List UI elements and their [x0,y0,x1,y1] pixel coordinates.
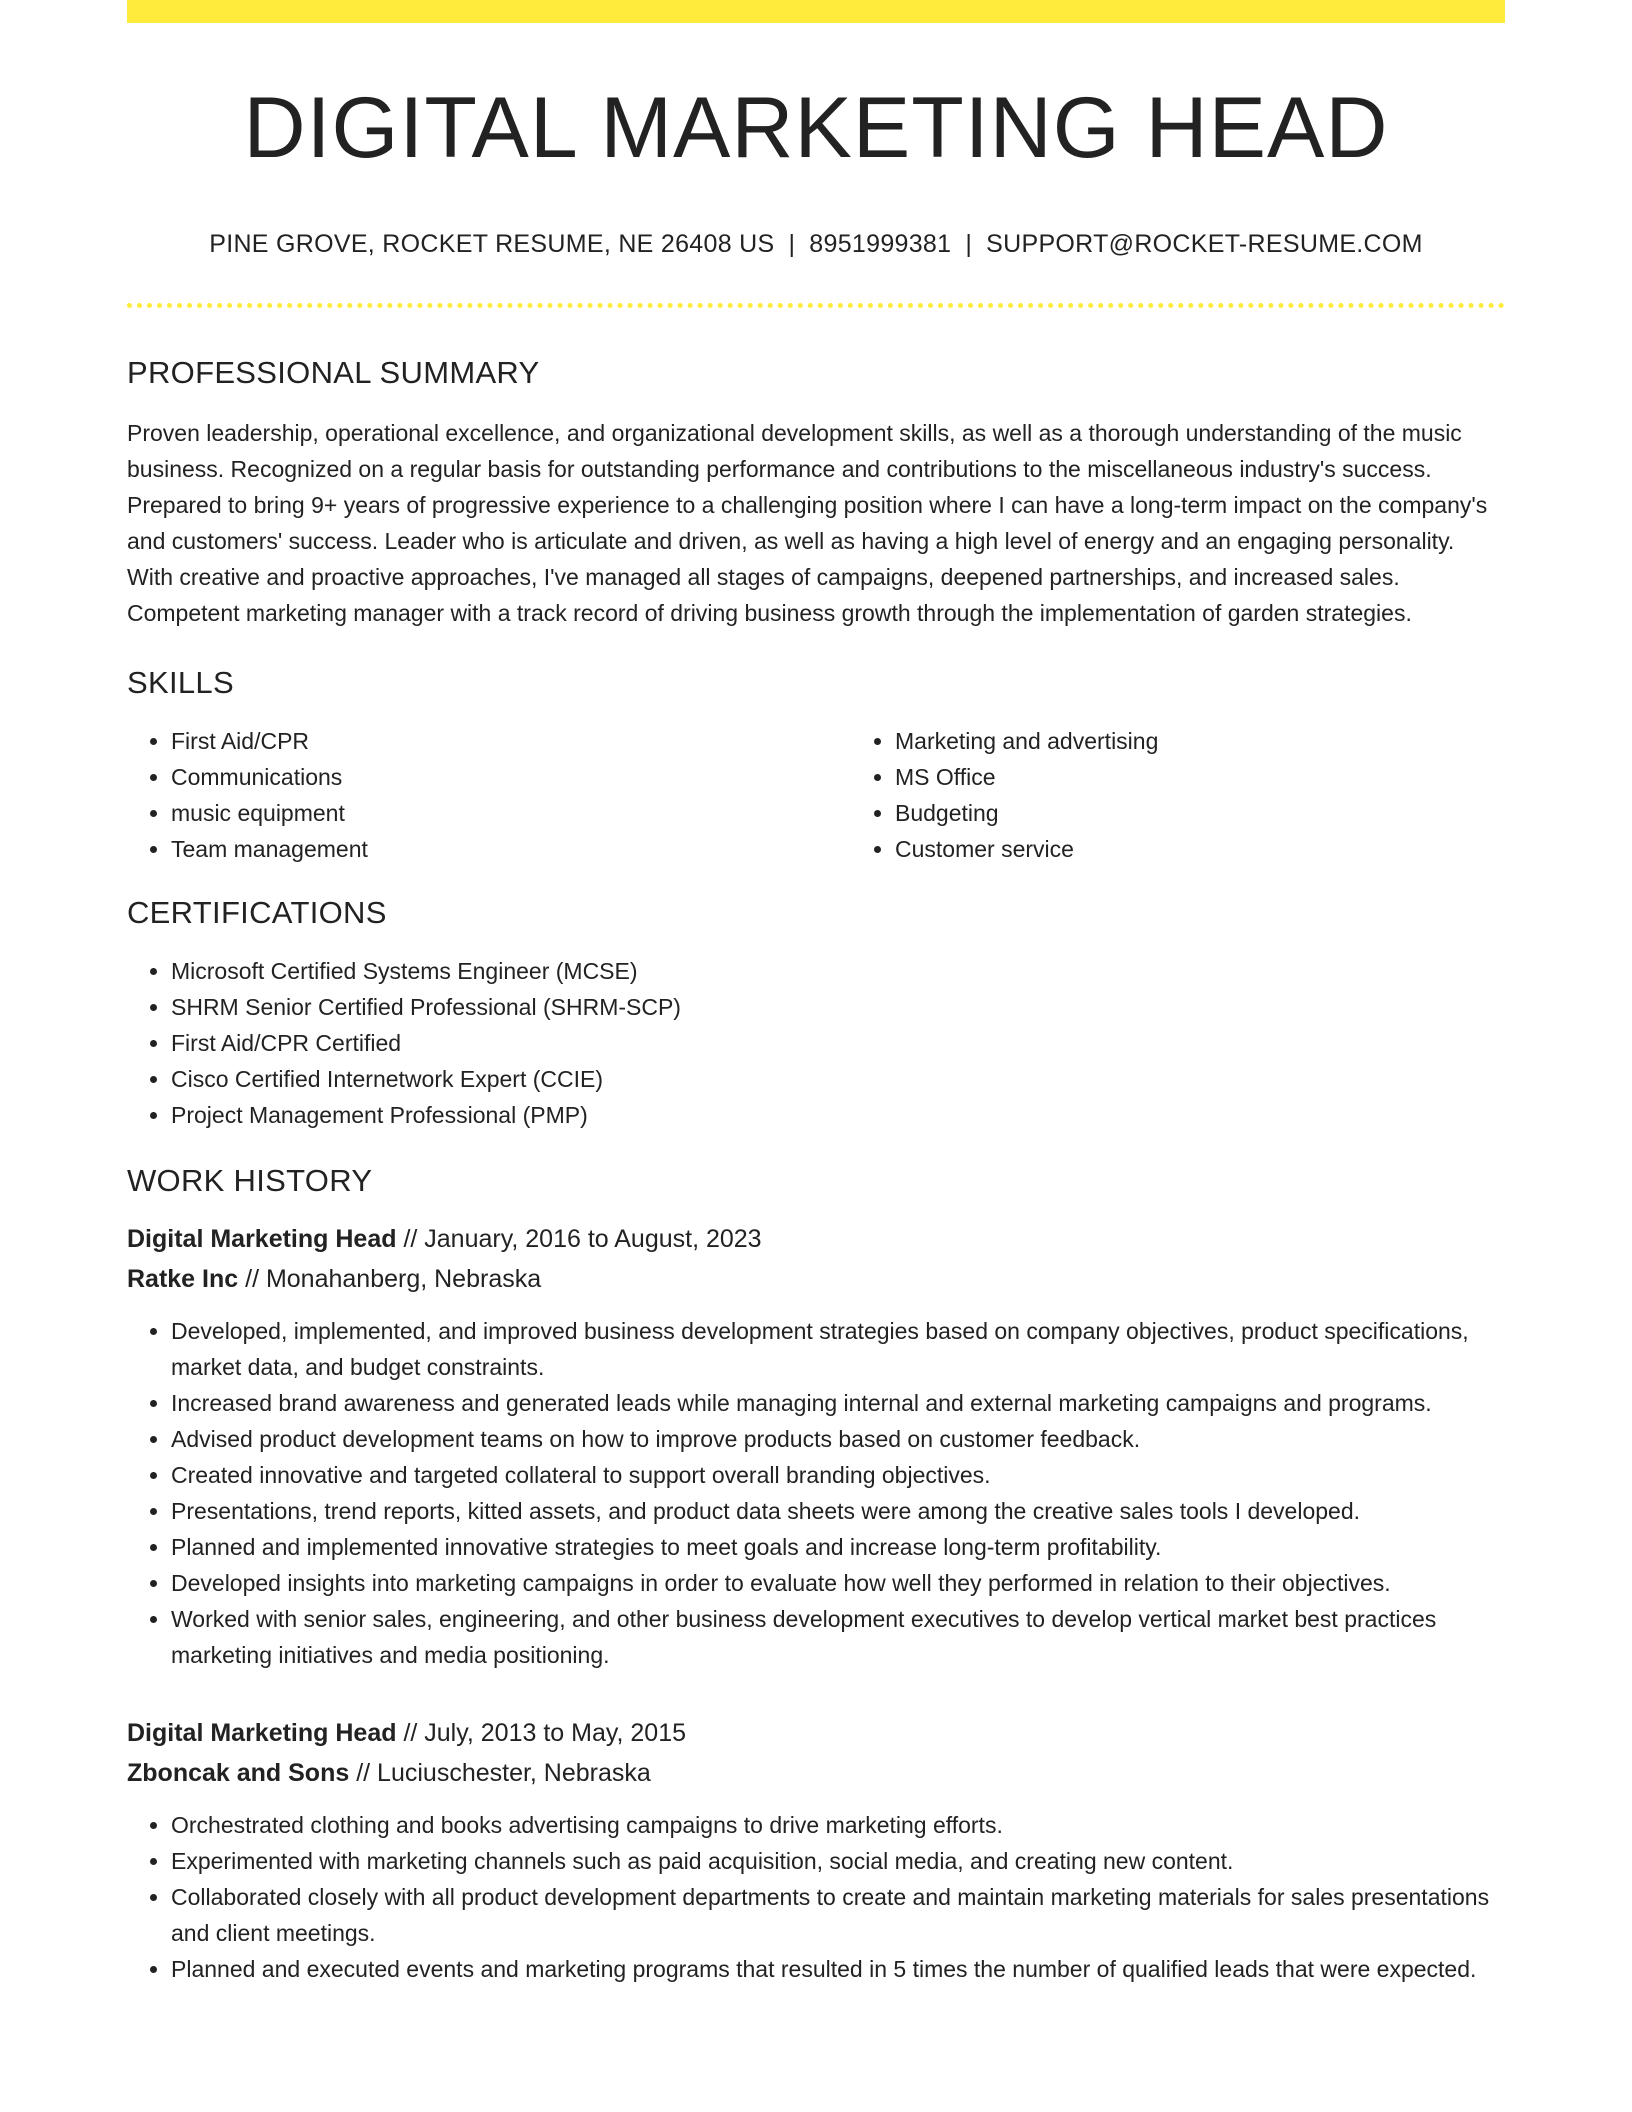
contact-separator: | [788,229,796,258]
skill-item: • Team management [171,831,851,867]
job-bullet: • Presentations, trend reports, kitted assets, and product data sheets were among the creative sales tools I developed. [171,1493,1505,1529]
job-entry [127,1219,1505,1673]
contact-line [127,230,1505,259]
job-bullet: • Experimented with marketing channels such as paid acquisition, social media, and creating new content. [171,1843,1505,1879]
certifications-list [127,953,1505,1133]
job-bullets [127,1807,1505,1987]
summary-heading: PROFESSIONAL SUMMARY [127,354,540,390]
job-company: Zboncak and Sons [127,1758,350,1787]
job-location: // Luciuschester, Nebraska [349,1758,651,1787]
job-title-line [127,1219,1505,1259]
summary-text: Proven leadership, operational excellence, and organizational development skills, as well as a thorough understanding of the music business. Recognized on a regular basis for outstanding performance and contributions to the miscellaneous industry's success. Prepared to bring 9+ years of progressive experience to a challenging position where I can have a long-term impact on the company's and customers' success. Leader who is articulate and driven, as well as having a high level of energy and an engaging personality. With creative and proactive approaches, I've managed all stages of campaigns, deepened partnerships, and increased sales. Competent marketing manager with a track record of driving business growth through the implementation of garden strategies. [127,419,1488,626]
skills-grid [127,723,1505,867]
accent-top-bar [127,0,1505,23]
contact-separator: | [965,229,973,258]
work-history-heading: WORK HISTORY [127,1162,373,1198]
job-company-line [127,1753,1505,1793]
skill-item: • music equipment [171,795,851,831]
job-bullet: • Advised product development teams on how to improve products based on customer feedback. [171,1421,1505,1457]
job-company: Ratke Inc [127,1264,239,1293]
certification-item: • Cisco Certified Internetwork Expert (CCIE) [171,1061,1505,1097]
skill-item: • First Aid/CPR [171,723,851,759]
certifications-heading: CERTIFICATIONS [127,894,387,930]
certification-item: • Project Management Professional (PMP) [171,1097,1505,1133]
job-bullet: • Created innovative and targeted collateral to support overall branding objectives. [171,1457,1505,1493]
contact-email: SUPPORT@ROCKET-RESUME.COM [986,229,1423,258]
job-entry [127,1713,1505,1987]
skill-item: • MS Office [895,759,1575,795]
job-bullet: • Collaborated closely with all product development departments to create and maintain marketing materials for sales presentations and client meetings. [171,1879,1505,1951]
contact-address: PINE GROVE, ROCKET RESUME, NE 26408 US [209,229,775,258]
skill-item: • Marketing and advertising [895,723,1575,759]
job-bullet: • Orchestrated clothing and books advertising campaigns to drive marketing efforts. [171,1807,1505,1843]
job-location: // Monahanberg, Nebraska [238,1264,542,1293]
job-bullet: • Developed insights into marketing campaigns in order to evaluate how well they performed in relation to their objectives. [171,1565,1505,1601]
job-bullet: • Planned and implemented innovative strategies to meet goals and increase long-term profitability. [171,1529,1505,1565]
job-bullet: • Planned and executed events and marketing programs that resulted in 5 times the number of qualified leads that were expected. [171,1951,1505,1987]
certification-item: • Microsoft Certified Systems Engineer (MCSE) [171,953,1505,989]
skills-column-right [851,723,1575,867]
certification-item: • First Aid/CPR Certified [171,1025,1505,1061]
certification-item: • SHRM Senior Certified Professional (SHRM-SCP) [171,989,1505,1025]
job-dates: // January, 2016 to August, 2023 [396,1224,762,1253]
job-role: Digital Marketing Head [127,1224,397,1253]
job-bullet: • Developed, implemented, and improved business development strategies based on company objectives, product specifications, market data, and budget constraints. [171,1313,1505,1385]
job-title-line [127,1713,1505,1753]
job-company-line [127,1259,1505,1299]
job-role: Digital Marketing Head [127,1718,397,1747]
contact-phone: 8951999381 [809,229,952,258]
skills-column-left [127,723,851,867]
skill-item: • Customer service [895,831,1575,867]
candidate-name: DIGITAL MARKETING HEAD [243,80,1389,176]
job-bullets [127,1313,1505,1673]
job-dates: // July, 2013 to May, 2015 [396,1718,687,1747]
job-bullet: • Worked with senior sales, engineering, and other business development executives to develop vertical market best practices marketing initiatives and media positioning. [171,1601,1505,1673]
skills-heading: SKILLS [127,664,234,700]
skill-item: • Communications [171,759,851,795]
resume-page [127,0,1505,1987]
dotted-divider [127,303,1505,308]
job-bullet: • Increased brand awareness and generated leads while managing internal and external marketing campaigns and programs. [171,1385,1505,1421]
skill-item: • Budgeting [895,795,1575,831]
